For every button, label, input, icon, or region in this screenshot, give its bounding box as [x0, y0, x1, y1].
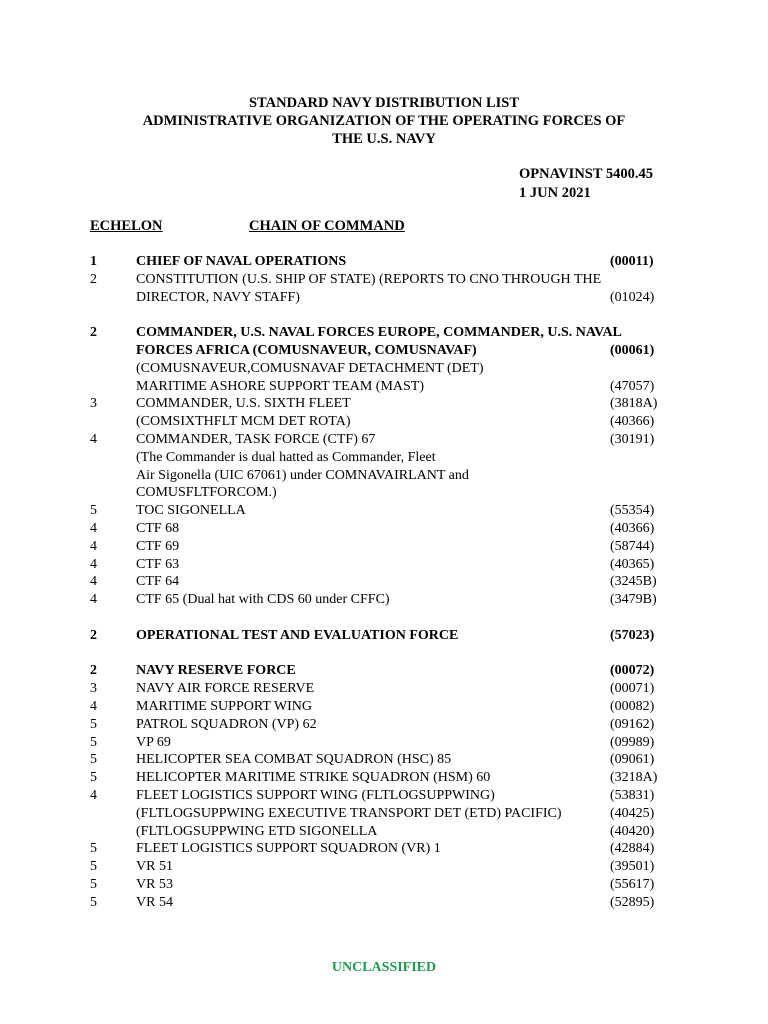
command-name: CTF 64 [136, 574, 180, 590]
command-name: MARITIME ASHORE SUPPORT TEAM (MAST) [136, 378, 425, 394]
unit-code: (3479B) [610, 592, 657, 608]
echelon-number: 4 [90, 574, 97, 590]
unit-code: (53831) [610, 787, 655, 803]
echelon-number: 5 [90, 734, 97, 750]
echelon-number: 4 [90, 556, 97, 572]
chain-of-command-column-header: CHAIN OF COMMAND [249, 218, 405, 234]
command-name: OPERATIONAL TEST AND EVALUATION FORCE [136, 627, 459, 643]
echelon-number: 5 [90, 859, 97, 875]
unit-code: (42884) [610, 841, 655, 857]
command-name: MARITIME SUPPORT WING [136, 698, 312, 714]
command-name: FLEET LOGISTICS SUPPORT SQUADRON (VR) 1 [136, 841, 441, 857]
list-item [90, 502, 670, 520]
list-item [90, 289, 670, 307]
list-item [90, 680, 670, 698]
command-name: NAVY AIR FORCE RESERVE [136, 681, 315, 697]
command-name: (COMSIXTHFLT MCM DET ROTA) [136, 414, 351, 430]
classification-marking: UNCLASSIFIED [331, 960, 437, 975]
list-item [90, 840, 670, 858]
unit-code: (00082) [610, 698, 655, 714]
echelon-number: 1 [90, 254, 97, 269]
echelon-number: 5 [90, 876, 97, 892]
unit-code: (3245B) [610, 574, 657, 590]
list-item [90, 734, 670, 752]
command-name: CTF 68 [136, 520, 180, 536]
command-name: (COMUSNAVEUR,COMUSNAVAF DETACHMENT (DET) [136, 360, 484, 376]
list-item [90, 413, 670, 431]
command-name: COMMANDER, TASK FORCE (CTF) 67 [136, 431, 376, 447]
command-name: COMMANDER, U.S. NAVAL FORCES EUROPE, COMMANDER, U.S. NAVAL [136, 325, 622, 341]
distribution-list [90, 253, 670, 911]
command-name: COMUSFLTFORCOM.) [136, 485, 277, 501]
unit-code: (30191) [610, 431, 655, 447]
unit-code: (39501) [610, 859, 655, 875]
list-item [90, 324, 670, 342]
unit-code: (40425) [610, 805, 655, 821]
title-line-2: ADMINISTRATIVE ORGANIZATION OF THE OPERATING FORCES OF [142, 113, 626, 129]
list-item [90, 395, 670, 413]
echelon-number: 2 [90, 271, 97, 287]
echelon-number: 5 [90, 770, 97, 786]
list-item [90, 787, 670, 805]
document-title [0, 94, 768, 148]
command-name: (The Commander is dual hatted as Commander, Fleet [136, 449, 436, 465]
list-item [90, 858, 670, 876]
unit-code: (52895) [610, 894, 655, 910]
unit-code: (58744) [610, 538, 655, 554]
echelon-number: 5 [90, 841, 97, 857]
list-item [90, 484, 670, 502]
echelon-number: 2 [90, 627, 97, 643]
command-name: (FLTLOGSUPPWING ETD SIGONELLA [136, 823, 378, 839]
list-item [90, 360, 670, 378]
command-name: HELICOPTER MARITIME STRIKE SQUADRON (HSM) 60 [136, 770, 491, 786]
list-item [90, 467, 670, 485]
list-item [90, 520, 670, 538]
echelon-number: 3 [90, 396, 97, 412]
unit-code: (00011) [610, 254, 654, 269]
command-name: VP 69 [136, 734, 171, 750]
echelon-number: 5 [90, 894, 97, 910]
unit-code: (40366) [610, 520, 655, 536]
command-name: CTF 69 [136, 538, 180, 554]
list-item [90, 342, 670, 360]
command-name: CTF 65 (Dual hat with CDS 60 under CFFC) [136, 592, 390, 608]
list-item [90, 591, 670, 609]
unit-code: (40365) [610, 556, 655, 572]
list-item [90, 431, 670, 449]
command-name: VR 51 [136, 859, 173, 875]
list-item [90, 876, 670, 894]
list-item [90, 805, 670, 823]
command-name: PATROL SQUADRON (VP) 62 [136, 716, 317, 732]
echelon-number: 2 [90, 325, 97, 341]
list-item [90, 378, 670, 396]
unit-code: (09061) [610, 752, 655, 768]
unit-code: (09989) [610, 734, 655, 750]
command-name: CHIEF OF NAVAL OPERATIONS [136, 254, 347, 269]
command-name: Air Sigonella (UIC 67061) under COMNAVAIRLANT and [136, 467, 469, 483]
title-line-1: STANDARD NAVY DISTRIBUTION LIST [248, 95, 520, 111]
unit-code: (00061) [610, 342, 655, 358]
title-line-3: THE U.S. NAVY [332, 131, 436, 147]
echelon-number: 4 [90, 787, 97, 803]
command-name: NAVY RESERVE FORCE [136, 663, 296, 679]
command-name: VR 54 [136, 894, 173, 910]
unit-code: (09162) [610, 716, 655, 732]
unit-code: (01024) [610, 289, 655, 305]
echelon-number: 4 [90, 431, 97, 447]
echelon-number: 5 [90, 503, 97, 519]
unit-code: (00072) [610, 663, 655, 679]
unit-code: (00071) [610, 681, 655, 697]
unit-code: (3218A) [610, 770, 658, 786]
unit-code: (55617) [610, 876, 655, 892]
list-item [90, 449, 670, 467]
unit-code: (55354) [610, 503, 655, 519]
echelon-number: 4 [90, 592, 97, 608]
list-item [90, 823, 670, 841]
command-name: DIRECTOR, NAVY STAFF) [136, 289, 300, 305]
list-item [90, 253, 670, 271]
list-item [90, 662, 670, 680]
command-name: (FLTLOGSUPPWING EXECUTIVE TRANSPORT DET (ETD) PACIFIC) [136, 805, 562, 821]
unit-code: (57023) [610, 627, 655, 643]
instruction-number: OPNAVINST 5400.45 [519, 166, 654, 182]
echelon-number: 5 [90, 752, 97, 768]
list-item [90, 627, 670, 645]
unit-code: (40420) [610, 823, 655, 839]
echelon-number: 2 [90, 663, 97, 679]
list-item [90, 271, 670, 289]
list-item [90, 573, 670, 591]
list-item [90, 556, 670, 574]
command-name: VR 53 [136, 876, 173, 892]
echelon-number: 4 [90, 538, 97, 554]
echelon-number: 4 [90, 698, 97, 714]
list-item [90, 751, 670, 769]
echelon-number: 4 [90, 520, 97, 536]
document-reference [519, 165, 653, 203]
command-name: CONSTITUTION (U.S. SHIP OF STATE) (REPORTS TO CNO THROUGH THE [136, 271, 602, 287]
list-item [90, 769, 670, 787]
list-item [90, 698, 670, 716]
command-name: COMMANDER, U.S. SIXTH FLEET [136, 396, 351, 412]
echelon-column-header: ECHELON [90, 218, 163, 234]
command-name: CTF 63 [136, 556, 180, 572]
list-item [90, 538, 670, 556]
echelon-number: 5 [90, 716, 97, 732]
list-item [90, 894, 670, 912]
command-name: FORCES AFRICA (COMUSNAVEUR, COMUSNAVAF) [136, 342, 477, 358]
command-name: TOC SIGONELLA [136, 503, 246, 519]
unit-code: (40366) [610, 414, 655, 430]
list-item [90, 716, 670, 734]
command-name: HELICOPTER SEA COMBAT SQUADRON (HSC) 85 [136, 752, 452, 768]
unit-code: (47057) [610, 378, 655, 394]
document-date: 1 JUN 2021 [519, 185, 591, 201]
unit-code: (3818A) [610, 396, 658, 412]
echelon-number: 3 [90, 681, 97, 697]
command-name: FLEET LOGISTICS SUPPORT WING (FLTLOGSUPPWING) [136, 787, 495, 803]
